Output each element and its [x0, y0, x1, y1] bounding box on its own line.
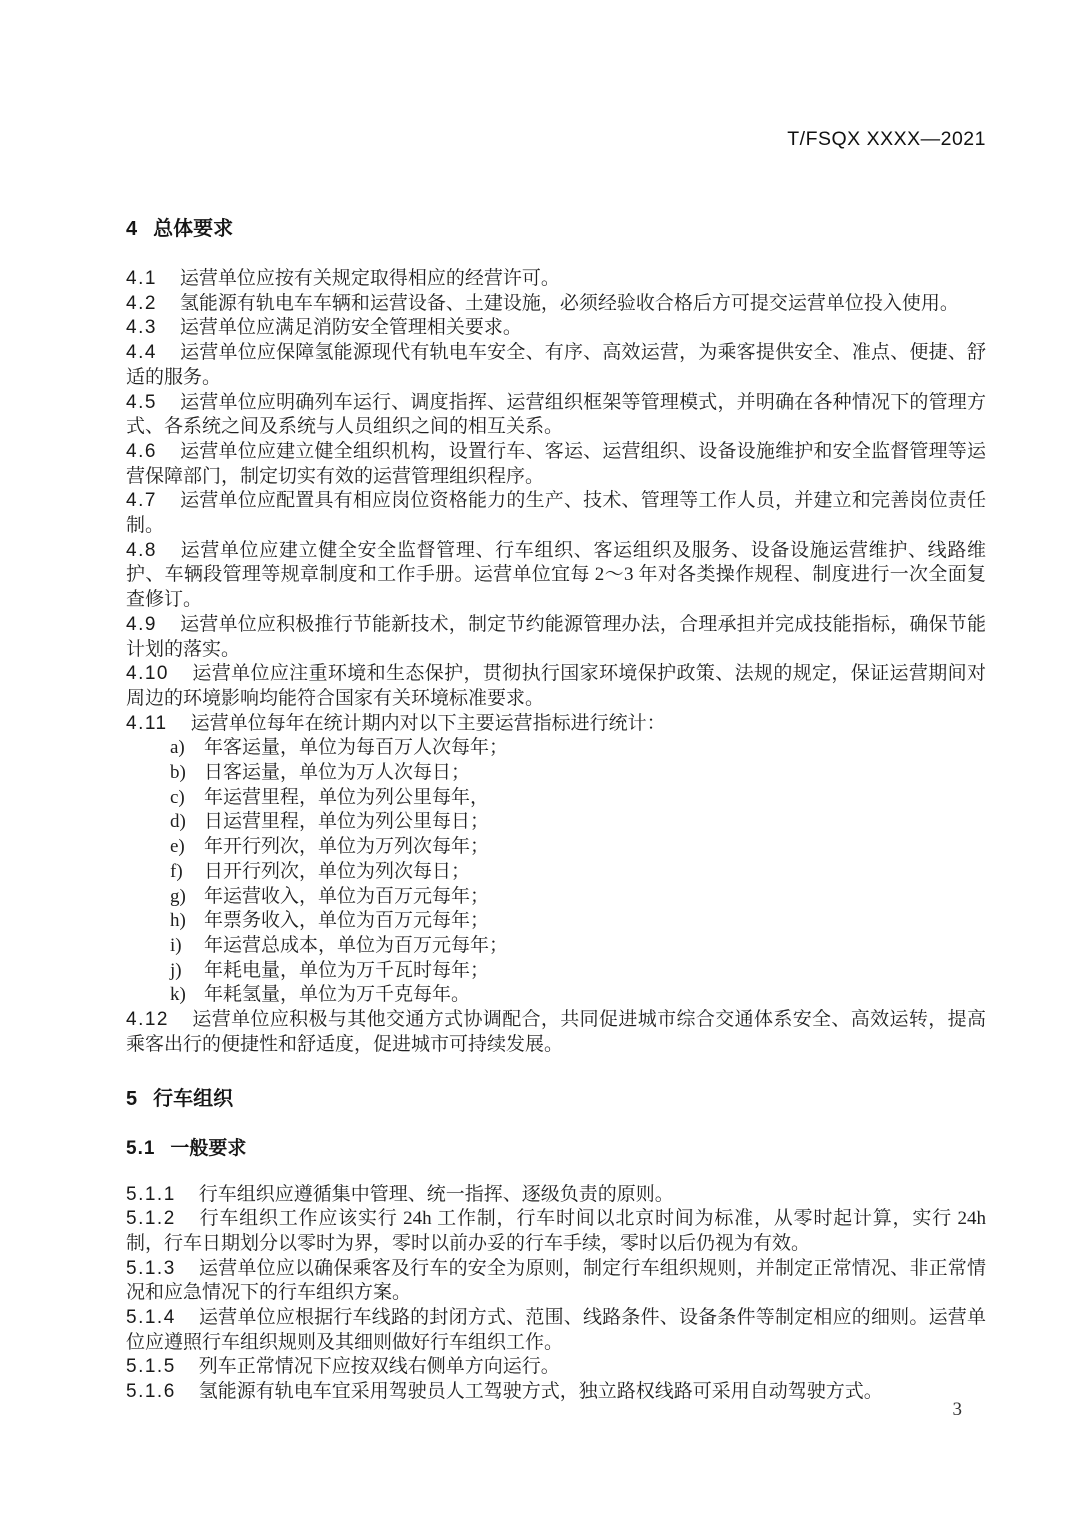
- subsection-5-1-title: 一般要求: [170, 1137, 247, 1159]
- clause-4-4: [126, 341, 986, 390]
- doc-code-header: T/FSQX XXXX—2021: [787, 128, 986, 150]
- list-item-g: [170, 885, 986, 910]
- clause-4-3: [126, 316, 986, 341]
- list-item-c-marker: c): [170, 786, 185, 808]
- page-number: 3: [952, 1399, 962, 1420]
- clause-4-12-text: 运营单位应积极与其他交通方式协调配合，共同促进城市综合交通体系安全、高效运转，提高乘客出行的便捷性和舒适度，促进城市可持续发展。: [126, 1009, 986, 1055]
- clause-5-1-1-number: 5.1.1: [126, 1183, 176, 1205]
- section-5-number: 5: [126, 1087, 139, 1110]
- clause-4-9-number: 4.9: [126, 613, 157, 635]
- list-item-k: [170, 983, 986, 1008]
- clause-4-8: [126, 539, 986, 613]
- list-item-e: [170, 835, 986, 860]
- clause-4-2-text: 氢能源有轨电车车辆和运营设备、土建设施，必须经验收合格后方可提交运营单位投入使用。: [179, 292, 959, 314]
- list-item-h: [170, 909, 986, 934]
- list-item-j-marker: j): [170, 959, 182, 981]
- clause-5-1-6: [126, 1380, 986, 1405]
- list-item-f-text: 日开行列次，单位为列次每日；: [204, 860, 471, 882]
- clause-4-10-number: 4.10: [126, 663, 169, 685]
- clause-4-11-number: 4.11: [126, 712, 168, 734]
- clause-4-3-text: 运营单位应满足消防安全管理相关要求。: [179, 317, 522, 339]
- clause-4-1: [126, 267, 986, 292]
- section-4-number: 4: [126, 218, 139, 240]
- list-item-a-marker: a): [170, 737, 185, 759]
- clause-5-1-5: [126, 1355, 986, 1380]
- clause-5-1-4-number: 5.1.4: [126, 1307, 176, 1329]
- clause-4-2: [126, 292, 986, 317]
- subsection-5-1-number: 5.1: [126, 1137, 156, 1159]
- list-item-i: [170, 934, 986, 959]
- list-item-j: [170, 959, 986, 984]
- subsection-5-1-heading: [126, 1137, 986, 1161]
- clause-5-1-5-text: 列车正常情况下应按双线右侧单方向运行。: [198, 1356, 560, 1378]
- clause-5-1-6-text: 氢能源有轨电车宜采用驾驶员人工驾驶方式，独立路权线路可采用自动驾驶方式。: [198, 1381, 883, 1403]
- clause-4-5-text: 运营单位应明确列车运行、调度指挥、运营组织框架等管理模式，并明确在各种情况下的管理方式、各系统之间及系统与人员组织之间的相互关系。: [126, 391, 986, 438]
- clause-4-9: [126, 613, 986, 662]
- list-item-b-text: 日客运量，单位为万人次每日；: [204, 762, 471, 784]
- clause-4-11: [126, 712, 986, 737]
- clause-5-1-1-text: 行车组织应遵循集中管理、统一指挥、逐级负责的原则。: [198, 1183, 674, 1205]
- clause-4-6: [126, 440, 986, 489]
- section-4-heading: [126, 217, 986, 241]
- clause-4-1-number: 4.1: [126, 268, 157, 289]
- list-item-g-marker: g): [170, 885, 186, 907]
- list-item-j-text: 年耗电量，单位为万千瓦时每年；: [204, 959, 490, 981]
- list-item-b-marker: b): [170, 762, 186, 784]
- clause-4-12-number: 4.12: [126, 1009, 169, 1031]
- list-item-f-marker: f): [170, 860, 183, 882]
- list-item-h-marker: h): [170, 910, 186, 932]
- list-item-i-text: 年运营总成本，单位为百万元每年；: [204, 934, 509, 956]
- list-item-i-marker: i): [170, 934, 182, 956]
- section-5-title: 行车组织: [153, 1087, 234, 1110]
- section-5-heading: [126, 1087, 986, 1111]
- list-item-k-text: 年耗氢量，单位为万千克每年。: [204, 984, 471, 1006]
- clause-4-8-text: 运营单位应建立健全安全监督管理、行车组织、客运组织及服务、设备设施运营维护、线路维护、车辆段管理等规章制度和工作手册。运营单位宜每 2～3 年对各类操作规程、制度进行一次全面复查修订。: [126, 539, 986, 611]
- section-4-title: 总体要求: [153, 218, 234, 240]
- clause-5-1-2-text: 行车组织工作应该实行 24h 工作制，行车时间以北京时间为标准，从零时起计算，实行 24h 制，行车日期划分以零时为界，零时以前办妥的行车手续，零时以后仍视为有效。: [126, 1208, 986, 1254]
- clause-4-7-number: 4.7: [126, 490, 157, 512]
- clause-4-10: [126, 662, 986, 711]
- clause-5-1-3-number: 5.1.3: [126, 1257, 176, 1279]
- clause-4-7: [126, 489, 986, 538]
- list-item-b: [170, 761, 986, 786]
- clause-4-11-text: 运营单位每年在统计期内对以下主要运营指标进行统计：: [190, 712, 666, 734]
- clause-4-7-text: 运营单位应配置具有相应岗位资格能力的生产、技术、管理等工作人员，并建立和完善岗位责任制。: [126, 490, 986, 537]
- list-item-c: [170, 786, 986, 811]
- clause-5-1-3: [126, 1257, 986, 1306]
- list-item-a-text: 年客运量，单位为每百万人次每年；: [204, 737, 509, 759]
- clause-4-10-text: 运营单位应注重环境和生态保护，贯彻执行国家环境保护政策、法规的规定，保证运营期间对周边的环境影响均能符合国家有关环境标准要求。: [126, 663, 986, 709]
- clause-4-4-text: 运营单位应保障氢能源现代有轨电车安全、有序、高效运营，为乘客提供安全、准点、便捷、舒适的服务。: [126, 342, 986, 388]
- clause-4-12: [126, 1008, 986, 1057]
- list-item-a: [170, 736, 986, 761]
- clause-4-5: [126, 391, 986, 440]
- clause-4-3-number: 4.3: [126, 317, 157, 339]
- clause-4-2-number: 4.2: [126, 292, 157, 314]
- clause-4-6-text: 运营单位应建立健全组织机构，设置行车、客运、运营组织、设备设施维护和安全监督管理等运营保障部门，制定切实有效的运营管理组织程序。: [126, 440, 986, 487]
- clause-5-1-5-number: 5.1.5: [126, 1356, 176, 1378]
- list-item-k-marker: k): [170, 984, 186, 1006]
- list-item-f: [170, 860, 986, 885]
- clause-4-1-text: 运营单位应按有关规定取得相应的经营许可。: [179, 268, 560, 289]
- list-item-d-marker: d): [170, 811, 186, 833]
- clause-4-8-number: 4.8: [126, 539, 157, 561]
- operation-indicator-list: [126, 736, 986, 1008]
- clause-5-1-4-text: 运营单位应根据行车线路的封闭方式、范围、线路条件、设备条件等制定相应的细则。运营单位应遵照行车组织规则及其细则做好行车组织工作。: [126, 1307, 986, 1353]
- clause-5-1-6-number: 5.1.6: [126, 1381, 176, 1403]
- clause-4-5-number: 4.5: [126, 391, 157, 413]
- list-item-e-text: 年开行列次，单位为万列次每年；: [204, 836, 490, 858]
- list-item-d-text: 日运营里程，单位为列公里每日；: [204, 811, 490, 833]
- list-item-e-marker: e): [170, 836, 185, 858]
- list-item-c-text: 年运营里程，单位为列公里每年，: [204, 786, 490, 808]
- clause-5-1-3-text: 运营单位应以确保乘客及行车的安全为原则，制定行车组织规则，并制定正常情况、非正常情况和应急情况下的行车组织方案。: [126, 1257, 986, 1304]
- clause-4-9-text: 运营单位应积极推行节能新技术，制定节约能源管理办法，合理承担并完成技能指标，确保节能计划的落实。: [126, 613, 986, 660]
- list-item-g-text: 年运营收入，单位为百万元每年；: [204, 885, 490, 907]
- clause-5-1-2-number: 5.1.2: [126, 1208, 176, 1230]
- clause-5-1-4: [126, 1306, 986, 1355]
- clause-5-1-2: [126, 1207, 986, 1256]
- list-item-h-text: 年票务收入，单位为百万元每年；: [204, 910, 490, 932]
- list-item-d: [170, 810, 986, 835]
- clause-4-6-number: 4.6: [126, 440, 157, 462]
- clause-4-4-number: 4.4: [126, 342, 157, 364]
- clause-5-1-1: [126, 1183, 986, 1208]
